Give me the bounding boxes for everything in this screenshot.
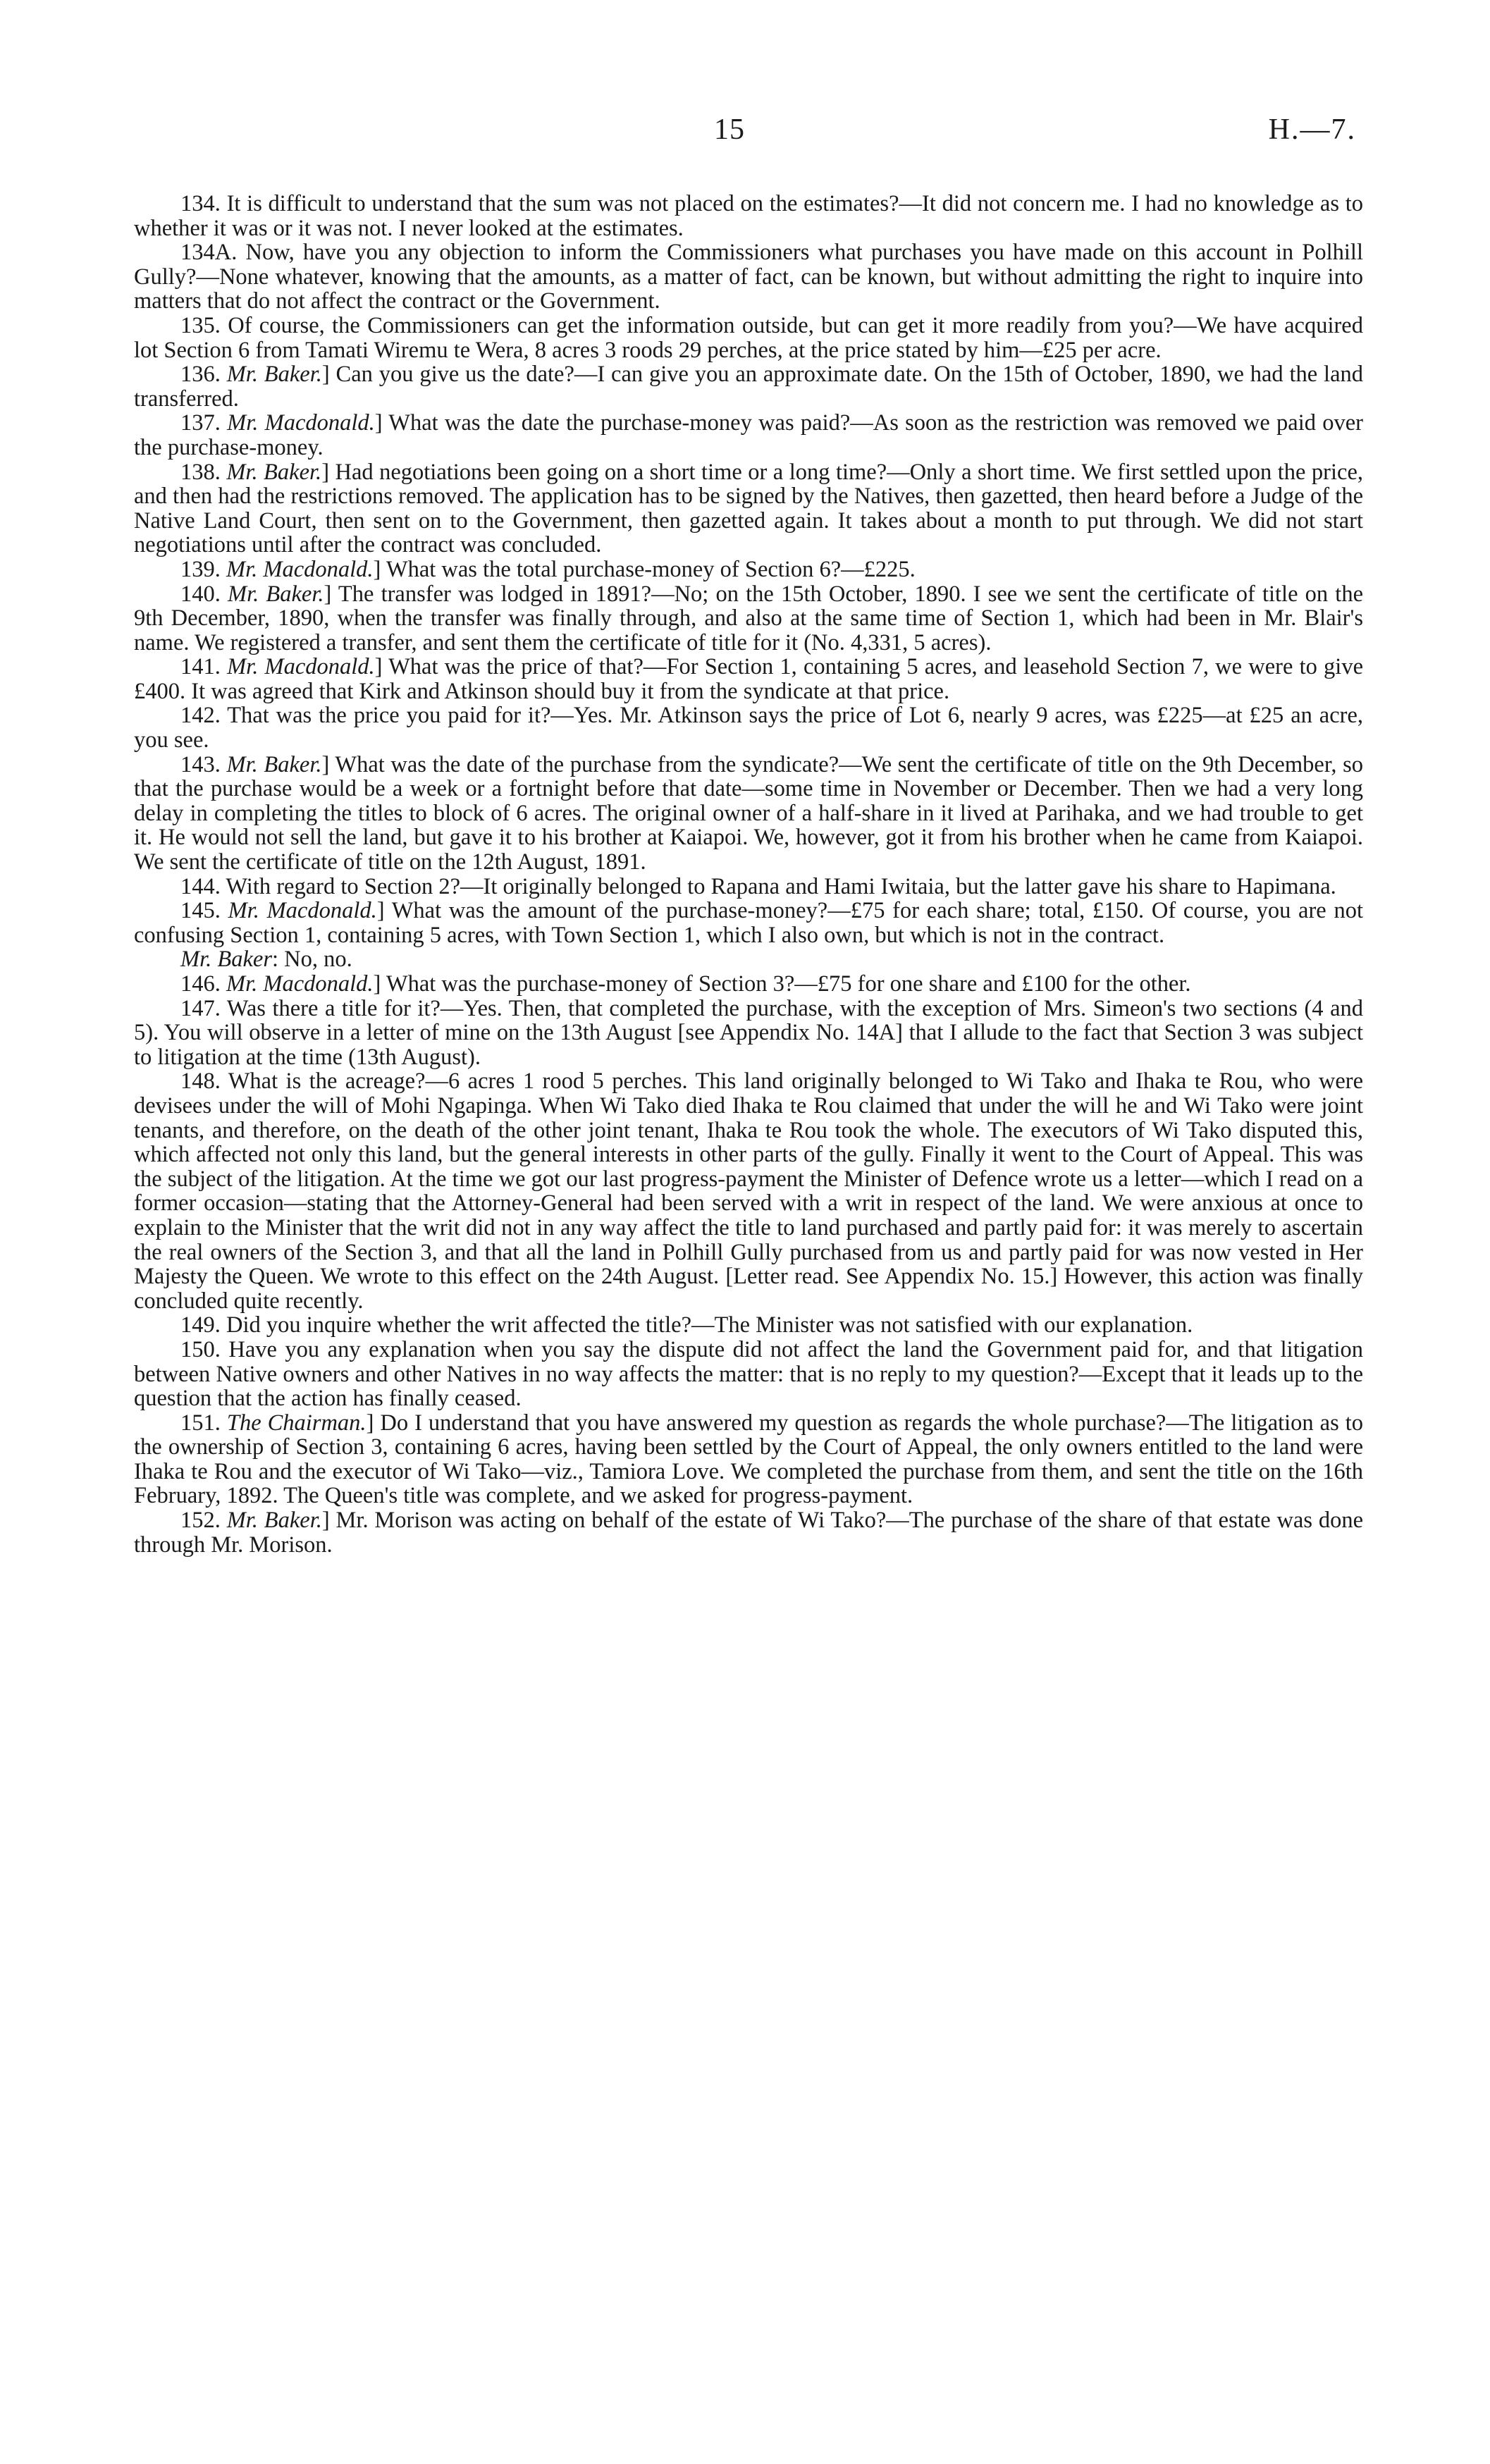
paragraph-text: What was the date of the purchase from the syndicate?—We sent the certificate of title on the 9th December, so that the purchase would be a week or a fortnight before that date—some time in November or December. Then we had a very long delay in completing the titles to block of 6 acres. The original owner of a half-share in it lived at Parihaka, and we had trouble to get it. He would not sell the land, but gave it to his brother at Kaiapoi. We, however, got it from his brother when he came from Kaiapoi. We sent the certificate of title on the 12th August, 1891. (134, 751, 1363, 875)
speaker-name: Mr. Macdonald. (227, 410, 375, 436)
testimony-paragraph (134, 460, 1363, 558)
paragraph-text: What was the purchase-money of Section 3?—£75 for one share and £100 for the other. (381, 971, 1191, 997)
speaker-name: Mr. Baker. (226, 362, 322, 388)
paragraph-text: Had negotiations been going on a short time or a long time?—Only a short time. We first settled upon the price, and then had the restrictions removed. The application has to be signed by the Natives, then gazetted, then heard before a Judge of the Native Land Court, then sent on to the Government, then gazetted again. It takes about a month to put through. We did not start negotiations until after the contract was concluded. (134, 459, 1364, 558)
paragraph-text: It is difficult to understand that the sum was not placed on the estimates?—It did not concern me. I had no knowledge as to whether it was or it was not. I never looked at the estimates. (134, 191, 1363, 241)
paragraph-text: What was the date the purchase-money was paid?—As soon as the restriction was removed we paid over the purchase-money. (134, 410, 1363, 460)
question-number: 142. (180, 703, 221, 729)
question-number: 145. (180, 898, 221, 924)
testimony-paragraph (134, 655, 1363, 703)
testimony-paragraph (134, 192, 1363, 240)
testimony-paragraph (134, 703, 1363, 752)
testimony-paragraph (134, 1069, 1363, 1313)
paragraph-text: That was the price you paid for it?—Yes. Mr. Atkinson says the price of Lot 6, nearly 9 acres, was £225—at £25 an acre, you see. (134, 703, 1363, 753)
speaker-delimiter: ] (373, 556, 381, 582)
speaker-name: Mr. Baker. (228, 581, 324, 607)
question-number: 152. (180, 1508, 221, 1534)
testimony-paragraph (134, 997, 1363, 1070)
document-reference: H.—7. (1268, 113, 1356, 146)
question-number: 146. (180, 971, 221, 997)
speaker-delimiter: ] (366, 1410, 374, 1436)
testimony-paragraph (134, 875, 1363, 899)
speaker-name: Mr. Macdonald. (226, 971, 374, 997)
question-number: 134. (180, 191, 221, 216)
speaker-name: Mr. Baker. (226, 1508, 322, 1534)
testimony-paragraph (134, 1411, 1363, 1508)
question-number: 147. (180, 995, 221, 1021)
paragraph-text: What was the price of that?—For Section 1, containing 5 acres, and leasehold Section 7, we were to give £400. It was agreed that Kirk and Atkinson should buy it from the syndicate at that price. (134, 654, 1363, 704)
testimony-paragraph (134, 362, 1363, 411)
question-number: 134A. (180, 240, 238, 266)
paragraph-text: Now, have you any objection to inform the Commissioners what purchases you have made on this account in Polhill Gully?—None whatever, knowing that the amounts, as a matter of fact, can be known, but without admitting the right to inquire into matters that do not affect the contract or the Government. (134, 240, 1363, 314)
speaker-name: Mr. Baker (180, 947, 272, 973)
testimony-paragraph (134, 558, 1363, 582)
question-number: 138. (180, 459, 221, 485)
speaker-delimiter: ] (321, 751, 330, 777)
testimony-paragraph (134, 947, 1363, 972)
paragraph-text: The transfer was lodged in 1891?—No; on the 15th October, 1890. I see we sent the certificate of title on the 9th December, 1890, when the transfer was finally through, and also at the same time of Section 1, which had been in Mr. Blair's name. We registered a transfer, and sent them the certificate of title for it (No. 4,331, 5 acres). (134, 581, 1363, 655)
speaker-delimiter: ] (374, 654, 383, 680)
paragraph-text: No, no. (278, 947, 352, 973)
paragraph-text: Was there a title for it?—Yes. Then, that completed the purchase, with the exception of Mrs. Simeon's two sections (4 and 5). You will observe in a letter of mine on the 13th August [see Appendix No. 14A] that I allude to the fact that Section 3 was subject to litigation at the time (13th August). (134, 995, 1363, 1070)
paragraph-text: Of course, the Commissioners can get the information outside, but can get it more readily from you?—We have acquired lot Section 6 from Tamati Wiremu te Wera, 8 acres 3 roods 29 perches, at the price stated by him—£25 per acre. (134, 312, 1363, 363)
speaker-delimiter: ] (376, 898, 385, 924)
testimony-paragraph (134, 314, 1363, 362)
question-number: 150. (180, 1336, 221, 1362)
speaker-delimiter: ] (324, 581, 332, 607)
speaker-delimiter: ] (374, 410, 383, 436)
page-header (0, 113, 1490, 155)
question-number: 136. (180, 362, 221, 388)
paragraph-text: With regard to Section 2?—It originally belonged to Rapana and Hami Iwitaia, but the latter gave his share to Hapimana. (220, 873, 1336, 899)
paragraph-text: Can you give us the date?—I can give you an approximate date. On the 15th of October, 1890, we had the land transferred. (134, 362, 1363, 412)
speaker-delimiter: ] (373, 971, 381, 997)
testimony-paragraph (134, 582, 1363, 655)
paragraph-text: What was the total purchase-money of Section 6?—£225. (381, 556, 916, 582)
testimony-paragraph (134, 411, 1363, 460)
question-number: 143. (180, 751, 221, 777)
testimony-paragraph (134, 1508, 1363, 1557)
page-number: 15 (714, 113, 745, 146)
testimony-paragraph (134, 899, 1363, 947)
paragraph-text: Have you any explanation when you say the dispute did not affect the land the Government paid for, and that litigation between Native owners and other Natives in no way affects the matter: that is no reply to my question?—Except that it leads up to the question that the action has finally ceased. (134, 1336, 1363, 1412)
testimony-paragraph (134, 753, 1363, 875)
paragraph-text: What is the acreage?—6 acres 1 rood 5 perches. This land originally belonged to Wi Tako and Ihaka te Rou, who were devisees under the will of Mohi Ngapinga. When Wi Tako died Ihaka te Rou claimed that under the will he and Wi Tako were joint tenants, and therefore, on the death of the other joint tenant, Ihaka te Rou took the whole. The executors of Wi Tako disputed this, which affected not only this land, but the general interests in other parts of the gully. Finally it went to the Court of Appeal. This was the subject of the litigation. At the time we got our last progress-payment the Minister of Defence wrote us a letter—which I read on a former occasion—stating that the Attorney-General had been served with a writ in respect of the land. We were anxious at once to explain to the Minister that the writ did not in any way affect the title to land purchased and partly paid for: it was merely to ascertain the real owners of the Section 3, and that all the land in Polhill Gully purchased from us and partly paid for was now vested in Her Majesty the Queen. We wrote to this effect on the 24th August. [Letter read. See Appendix No. 15.] However, this action was finally concluded quite recently. (134, 1068, 1363, 1314)
question-number: 141. (180, 654, 221, 680)
testimony-paragraph (134, 972, 1363, 997)
speaker-delimiter: ] (321, 362, 330, 388)
question-number: 149. (180, 1312, 221, 1338)
speaker-name: Mr. Baker. (226, 751, 322, 777)
paragraph-text: Do I understand that you have answered my question as regards the whole purchase?—The litigation as to the ownership of Section 3, containing 6 acres, having been settled by the Court of Appeal, the only owners entitled to the land were Ihaka te Rou and the executor of Wi Tako—viz., Tamiora Love. We completed the purchase from them, and sent the title on the 16th February, 1892. The Queen's title was complete, and we asked for progress-payment. (134, 1410, 1364, 1509)
question-number: 148. (180, 1068, 221, 1095)
speaker-delimiter: : (271, 947, 278, 973)
question-number: 139. (180, 556, 221, 582)
speaker-name: Mr. Macdonald. (227, 654, 375, 680)
speaker-name: The Chairman. (226, 1410, 367, 1436)
question-number: 151. (180, 1410, 221, 1436)
question-number: 137. (180, 410, 221, 436)
testimony-body (134, 192, 1363, 1557)
testimony-paragraph (134, 240, 1363, 314)
speaker-name: Mr. Baker. (226, 459, 322, 485)
testimony-paragraph (134, 1313, 1363, 1338)
speaker-name: Mr. Macdonald. (226, 556, 374, 582)
speaker-delimiter: ] (321, 1508, 330, 1534)
paragraph-text: Mr. Morison was acting on behalf of the estate of Wi Tako?—The purchase of the share of that estate was done through Mr. Morison. (134, 1508, 1363, 1558)
paragraph-text: Did you inquire whether the writ affected the title?—The Minister was not satisfied with our explanation. (220, 1312, 1193, 1338)
speaker-delimiter: ] (321, 459, 330, 485)
question-number: 140. (180, 581, 221, 607)
paragraph-text: What was the amount of the purchase-money?—£75 for each share; total, £150. Of course, you are not confusing Section 1, containing 5 acres, with Town Section 1, which I also own, but which is not in the contract. (134, 898, 1363, 948)
question-number: 135. (180, 312, 221, 338)
speaker-name: Mr. Macdonald. (228, 898, 377, 924)
testimony-paragraph (134, 1338, 1363, 1411)
question-number: 144. (180, 873, 221, 899)
